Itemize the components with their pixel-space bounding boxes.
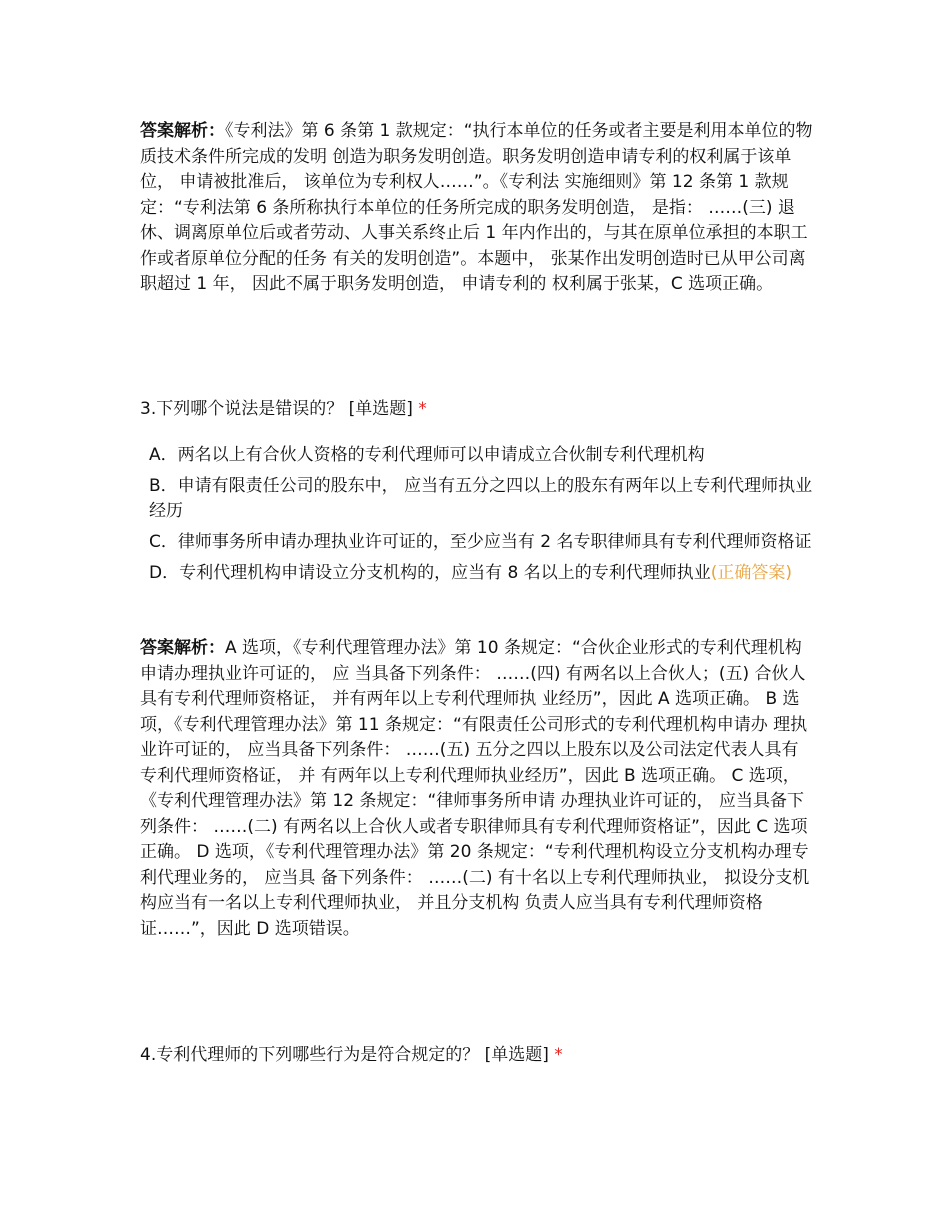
q3-correct-answer-tag: (正确答案) [710, 563, 792, 583]
q2-explanation-label: 答案解析： [140, 121, 225, 141]
q3-explanation-label: 答案解析： [140, 638, 225, 658]
q3-title [140, 397, 814, 422]
q3-option-a-text: A．两名以上有合伙人资格的专利代理师可以申请成立合伙制专利代理机构 [149, 445, 705, 465]
q3-option-b[interactable] [149, 474, 814, 524]
q3-option-b-text: B．申请有限责任公司的股东中， 应当有五分之四以上的股东有两年以上专利代理师执业经历 [149, 476, 813, 521]
q4-required-mark: * [554, 1045, 563, 1065]
q3-option-a[interactable] [149, 443, 814, 468]
q3-title-text: 3.下列哪个说法是错误的？ [单选题] [140, 399, 413, 419]
q3-option-c-text: C．律师事务所申请办理执业许可证的，至少应当有 2 名专职律师具有专利代理师资格证 [149, 532, 812, 552]
q2-explanation [140, 119, 814, 298]
q3-option-d[interactable] [149, 561, 814, 586]
q3-explanation [140, 636, 814, 942]
q4-title-text: 4.专利代理师的下列哪些行为是符合规定的？ [单选题] [140, 1045, 549, 1065]
q2-explanation-text: 《专利法》第 6 条第 1 款规定：“执行本单位的任务或者主要是利用本单位的物质技术条件所完成的发明 创造为职务发明创造。职务发明创造申请专利的权利属于该单位， 申请被批准后， 该单位为专利权人……”。《专利法 实施细则》第 12 条第 1 款规定：“专利法第 6 条所称执行本单位的任务所完成的职务发明创造， 是指： ……(三) 退 休、调离原单位后或者劳动、人事关系终止后 1 年内作出的，与其在原单位承担的本职工作或者原单位分配的任务 有关的发明创造”。本题中， 张某作出发明创造时已从甲公司离职超过 1 年， 因此不属于职务发明创造， 申请专利的 权利属于张某，C 选项正确。 [140, 121, 813, 294]
q3-required-mark: * [418, 399, 427, 419]
q3-options [140, 443, 814, 592]
q4-title [140, 1043, 814, 1068]
q3-explanation-text: A 选项，《专利代理管理办法》第 10 条规定：“合伙企业形式的专利代理机构申请办理执业许可证的， 应 当具备下列条件： ……(四) 有两名以上合伙人；(五) 合伙人具有专利代理师资格证， 并有两年以上专利代理师执 业经历”，因此 A 选项正确。 B 选项，《专利代理管理办法》第 11 条规定：“有限责任公司形式的专利代理机构申请办 理执业许可证的， 应当具备下列条件： ……(五) 五分之四以上股东以及公司法定代表人具有专利代理师资格证， 并 有两年以上专利代理师执业经历”，因此 B 选项正确。 C 选项，《专利代理管理办法》第 12 条规定：“律师事务所申请 办理执业许可证的， 应当具备下列条件： ……(二) 有两名以上合伙人或者专职律师具有专利代理师资格证”，因此 C 选项正确。 D 选项，《专利代理管理办法》第 20 条规定：“专利代理机构设立分支机构办理专利代理业务的， 应当具 备下列条件： ……(二) 有十名以上专利代理师执业， 拟设分支机构应当有一名以上专利代理师执业， 并且分支机构 负责人应当具有专利代理师资格证……”，因此 D 选项错误。 [140, 638, 810, 939]
q3-option-d-text: D．专利代理机构申请设立分支机构的，应当有 8 名以上的专利代理师执业 [149, 563, 711, 583]
q3-option-c[interactable] [149, 530, 814, 555]
